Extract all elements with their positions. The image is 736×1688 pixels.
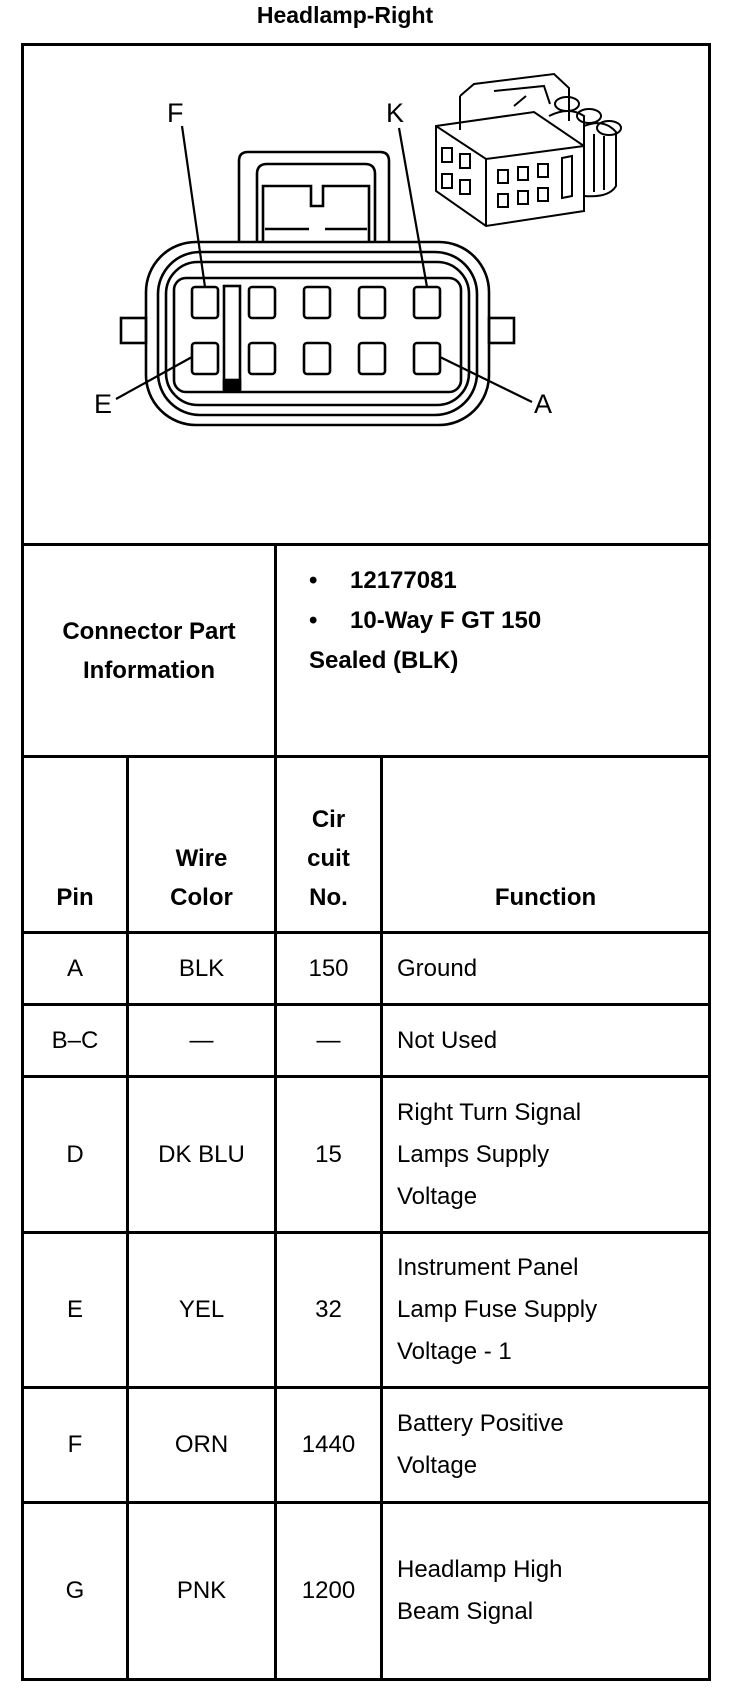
row-bc-wire-color: — xyxy=(189,1026,214,1054)
header-pin: Pin xyxy=(56,884,94,911)
divider xyxy=(274,758,277,1678)
connector-3d-illustration xyxy=(436,74,621,226)
cpi-label-line-2: Information xyxy=(82,656,215,684)
row-f-circuit: 1440 xyxy=(301,1431,356,1458)
pin-label-f: F xyxy=(167,98,184,128)
row-g-wire-color: PNK xyxy=(176,1577,227,1604)
row-d-circuit: 15 xyxy=(315,1140,342,1168)
pin-label-k: K xyxy=(386,98,405,128)
connector-part-details: • 12177081 • 10-Way F GT 150 Sealed (BLK) xyxy=(309,561,699,681)
row-f-pin: F xyxy=(67,1431,83,1458)
page-title: Headlamp-Right xyxy=(256,2,434,28)
row-d-function: Right Turn Signal Lamps Supply Voltage xyxy=(397,1098,582,1210)
row-e-pin: E xyxy=(66,1296,83,1323)
row-a-pin: A xyxy=(66,954,83,982)
row-e-circuit: 32 xyxy=(315,1296,342,1323)
divider xyxy=(274,546,277,755)
row-a-circuit: 150 xyxy=(308,954,349,982)
pin-label-e: E xyxy=(94,389,113,419)
row-d-pin: D xyxy=(66,1140,84,1168)
row-f-function: Battery Positive Voltage xyxy=(397,1410,564,1479)
connector-diagram xyxy=(24,46,708,543)
row-g-function: Headlamp High Beam Signal xyxy=(397,1556,563,1625)
row-d-wire-color: DK BLU xyxy=(158,1140,245,1168)
connector-sealing: Sealed (BLK) xyxy=(309,647,459,674)
row-a-function: Ground xyxy=(397,954,478,982)
cavity-k xyxy=(414,287,440,318)
header-function: Function xyxy=(494,884,597,911)
row-f-wire-color: ORN xyxy=(174,1431,229,1458)
header-circuit-no: Cir cuit No. xyxy=(307,806,350,911)
row-a-wire-color: BLK xyxy=(178,954,225,982)
row-bc-pin: B–C xyxy=(51,1026,99,1054)
divider xyxy=(126,758,129,1678)
part-number: 12177081 xyxy=(350,567,457,594)
row-e-wire-color: YEL xyxy=(178,1296,225,1323)
cavity-a xyxy=(414,343,440,374)
row-g-pin: G xyxy=(65,1577,85,1604)
divider xyxy=(380,758,383,1678)
cavity-e xyxy=(192,343,218,374)
connector-part-information-label xyxy=(24,546,274,755)
row-g-circuit: 1200 xyxy=(301,1577,356,1604)
cavity-f xyxy=(192,287,218,318)
connector-table xyxy=(21,43,711,1681)
pin-label-a: A xyxy=(534,389,553,419)
connector-description: 10-Way F GT 150 xyxy=(350,607,542,634)
row-e-function: Instrument Panel Lamp Fuse Supply Voltage - 1 xyxy=(397,1254,598,1365)
row-bc-circuit: — xyxy=(316,1026,341,1054)
row-bc-function: Not Used xyxy=(397,1026,498,1054)
header-wire-color: Wire Color xyxy=(170,845,233,911)
cpi-label-line-1: Connector Part xyxy=(62,617,236,645)
